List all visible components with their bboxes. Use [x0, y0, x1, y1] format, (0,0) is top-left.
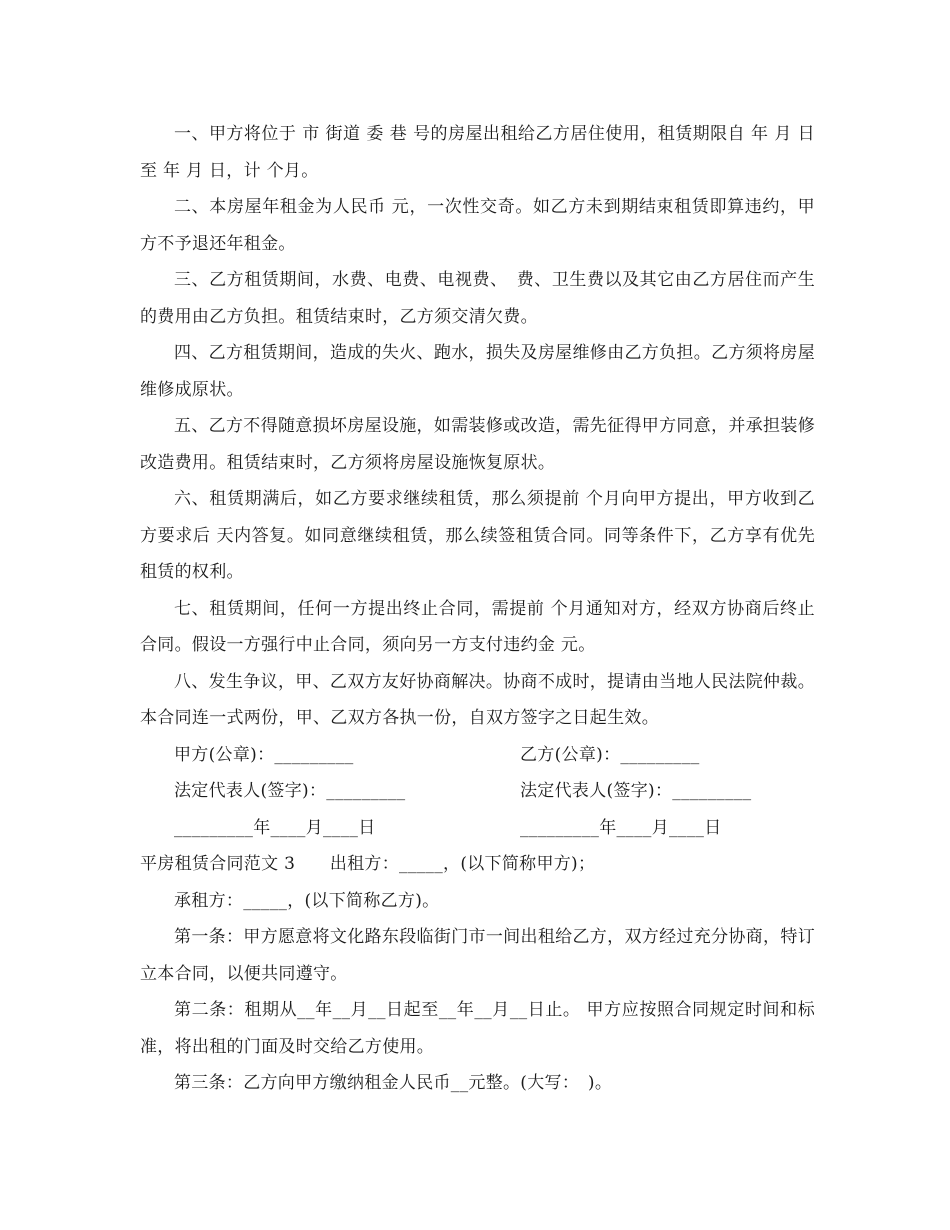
clause-2: 二、本房屋年租金为人民币 元，一次性交奇。如乙方未到期结束租赁即算违约，甲方不予退还年租金。	[140, 197, 815, 254]
party-a-date-field: _________年____月____日	[174, 817, 376, 838]
signature-row-seal	[140, 737, 815, 774]
document-body	[140, 116, 815, 1102]
sample3-heading: 平房租赁合同范文 3 出租方：_____，(以下简称甲方)；	[140, 854, 596, 874]
article-3: 第三条：乙方向甲方缴纳租金人民币__元整。(大写： )。	[174, 1073, 613, 1093]
signature-row-representative	[140, 773, 815, 810]
signature-row-date	[140, 810, 815, 847]
party-b-date-field: _________年____月____日	[520, 817, 722, 838]
clause-4: 四、乙方租赁期间，造成的失火、跑水，损失及房屋维修由乙方负担。乙方须将房屋维修成原状。	[140, 343, 815, 400]
article-1: 第一条：甲方愿意将文化路东段临街门市一间出租给乙方，双方经过充分协商，特订立本合同，以便共同遵守。	[140, 927, 815, 984]
party-a-representative-field: 法定代表人(签字)：_________	[174, 781, 406, 801]
lessee-line: 承租方：_____，(以下简称乙方)。	[174, 890, 440, 911]
clause-7: 七、租赁期间，任何一方提出终止合同，需提前 个月通知对方，经双方协商后终止合同。假设一方强行中止合同，须向另一方支付违约金 元。	[140, 598, 815, 655]
clause-5: 五、乙方不得随意损坏房屋设施，如需装修或改造，需先征得甲方同意，并承担装修改造费用。租赁结束时，乙方须将房屋设施恢复原状。	[140, 416, 815, 473]
article-2: 第二条：租期从__年__月__日起至__年__月__日止。 甲方应按照合同规定时间和标准，将出租的门面及时交给乙方使用。	[140, 1000, 815, 1057]
clause-8: 八、发生争议，甲、乙双方友好协商解决。协商不成时，提请由当地人民法院仲裁。本合同连一式两份，甲、乙双方各执一份，自双方签字之日起生效。	[140, 671, 815, 728]
party-b-representative-field: 法定代表人(签字)：_________	[520, 781, 752, 801]
party-a-seal-field: 甲方(公章)：_________	[174, 744, 354, 765]
clause-3: 三、乙方租赁期间，水费、电费、电视费、 费、卫生费以及其它由乙方居住而产生的费用由乙方负担。租赁结束时，乙方须交清欠费。	[140, 270, 815, 327]
party-b-seal-field: 乙方(公章)：_________	[520, 744, 700, 765]
clause-1: 一、甲方将位于 市 街道 委 巷 号的房屋出租给乙方居住使用，租赁期限自 年 月 日至 年 月 日，计 个月。	[140, 124, 815, 181]
clause-6: 六、租赁期满后，如乙方要求继续租赁，那么须提前 个月向甲方提出，甲方收到乙方要求后 天内答复。如同意继续租赁，那么续签租赁合同。同等条件下，乙方享有优先租赁的权利。	[140, 489, 815, 582]
